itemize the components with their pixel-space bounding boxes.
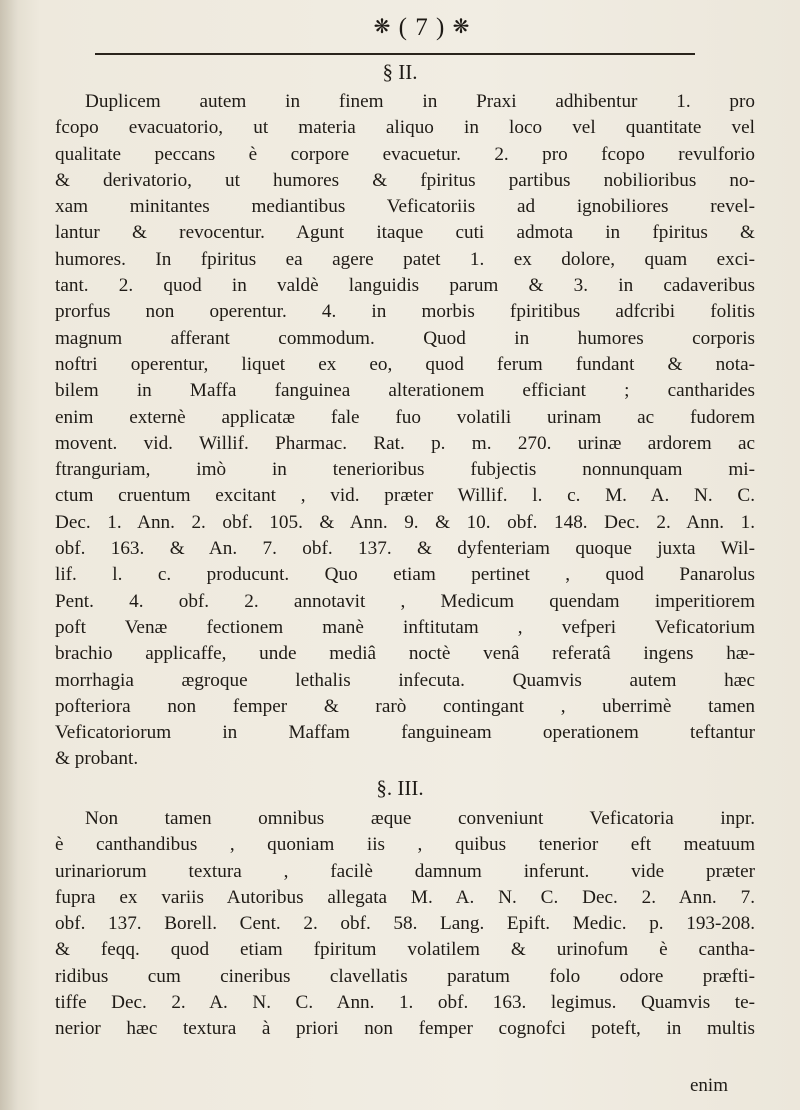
text-line: nerior hæc textura à priori non femper cognofci poteft, in multis (55, 1018, 755, 1040)
text-line: fcopo evacuatorio, ut materia aliquo in loco vel quantitate vel (55, 117, 755, 139)
text-line: Pent. 4. obf. 2. annotavit , Medicum quendam imperitiorem (55, 590, 755, 612)
text-line: enim externè applicatæ fale fuo volatili urinam ac fudorem (55, 406, 755, 428)
text-line: ctum cruentum excitant , vid. præter Willif. l. c. M. A. N. C. (55, 485, 755, 507)
section-3-body (55, 806, 755, 1043)
page-header (232, 14, 612, 42)
text-line: lantur & revocentur. Agunt itaque cuti admota in fpiritus & (55, 222, 755, 244)
text-line: noftri operentur, liquet ex eo, quod ferum fundant & nota- (55, 353, 755, 375)
text-line: magnum afferant commodum. Quod in humores corporis (55, 327, 755, 349)
ornament-left-icon: ❋ (373, 16, 392, 38)
text-line: qualitate peccans è corpore evacuetur. 2. pro fcopo revulforio (55, 143, 755, 165)
text-line: obf. 137. Borell. Cent. 2. obf. 58. Lang. Epift. Medic. p. 193-208. (55, 913, 755, 935)
text-line: pofteriora non femper & rarò contingant , uberrimè tamen (55, 695, 755, 717)
text-line: Non tamen omnibus æque conveniunt Veficatoria inpr. (85, 808, 755, 829)
text-line: è canthandibus , quoniam iis , quibus tenerior eft meatuum (55, 834, 755, 856)
binding-gutter (0, 0, 18, 1110)
text-line: fupra ex variis Autoribus allegata M. A. N. C. Dec. 2. Ann. 7. (55, 886, 755, 908)
text-line: & derivatorio, ut humores & fpiritus partibus nobilioribus no- (55, 169, 755, 191)
text-line: xam minitantes mediantibus Veficatoriis ad ignobiliores revel- (55, 196, 755, 218)
header-rule (95, 53, 695, 55)
text-line: lif. l. c. producunt. Quo etiam pertinet , quod Panarolus (55, 564, 755, 586)
text-line: & feqq. quod etiam fpiritum volatilem & urinofum è cantha- (55, 939, 755, 961)
text-line: Dec. 1. Ann. 2. obf. 105. & Ann. 9. & 10. obf. 148. Dec. 2. Ann. 1. (55, 511, 755, 533)
ornament-right-icon: ❋ (452, 16, 471, 38)
text-line: brachio applicaffe, unde mediâ noctè venâ referatâ ingens hæ- (55, 643, 755, 665)
text-line: Veficatoriorum in Maffam fanguineam operationem teftantur (55, 722, 755, 744)
section-2-body (55, 89, 755, 773)
text-line: humores. In fpiritus ea agere patet 1. ex dolore, quam exci- (55, 248, 755, 270)
section-heading-3: §. III. (376, 776, 424, 800)
catchword: enim (690, 1075, 728, 1096)
text-line: tiffe Dec. 2. A. N. C. Ann. 1. obf. 163. legimus. Quamvis te- (55, 992, 755, 1014)
text-line: ridibus cum cineribus clavellatis paratum folo odore præfti- (55, 965, 755, 987)
text-line: prorfus non operentur. 4. in morbis fpiritibus adfcribi folitis (55, 301, 755, 323)
text-line: obf. 163. & An. 7. obf. 137. & dyfenteriam quoque juxta Wil- (55, 538, 755, 560)
text-line: morrhagia ægroque lethalis infecuta. Quamvis autem hæc (55, 669, 755, 691)
text-line: bilem in Maffa fanguinea alterationem efficiant ; cantharides (55, 380, 755, 402)
text-line: Duplicem autem in finem in Praxi adhibentur 1. pro (85, 91, 755, 112)
text-line: & probant. (55, 748, 139, 770)
text-line: ftranguriam, imò in tenerioribus fubjectis nonnunquam mi- (55, 459, 755, 481)
page-number: ( 7 ) (398, 14, 446, 41)
text-line: tant. 2. quod in valdè languidis parum & 3. in cadaveribus (55, 275, 755, 297)
text-line: poft Venæ fectionem manè inftitutam , vefperi Veficatorium (55, 616, 755, 638)
text-line: urinariorum textura , facilè damnum inferunt. vide præter (55, 860, 755, 882)
text-line: movent. vid. Willif. Pharmac. Rat. p. m. 270. urinæ ardorem ac (55, 432, 755, 454)
section-heading-2: § II. (382, 60, 418, 84)
